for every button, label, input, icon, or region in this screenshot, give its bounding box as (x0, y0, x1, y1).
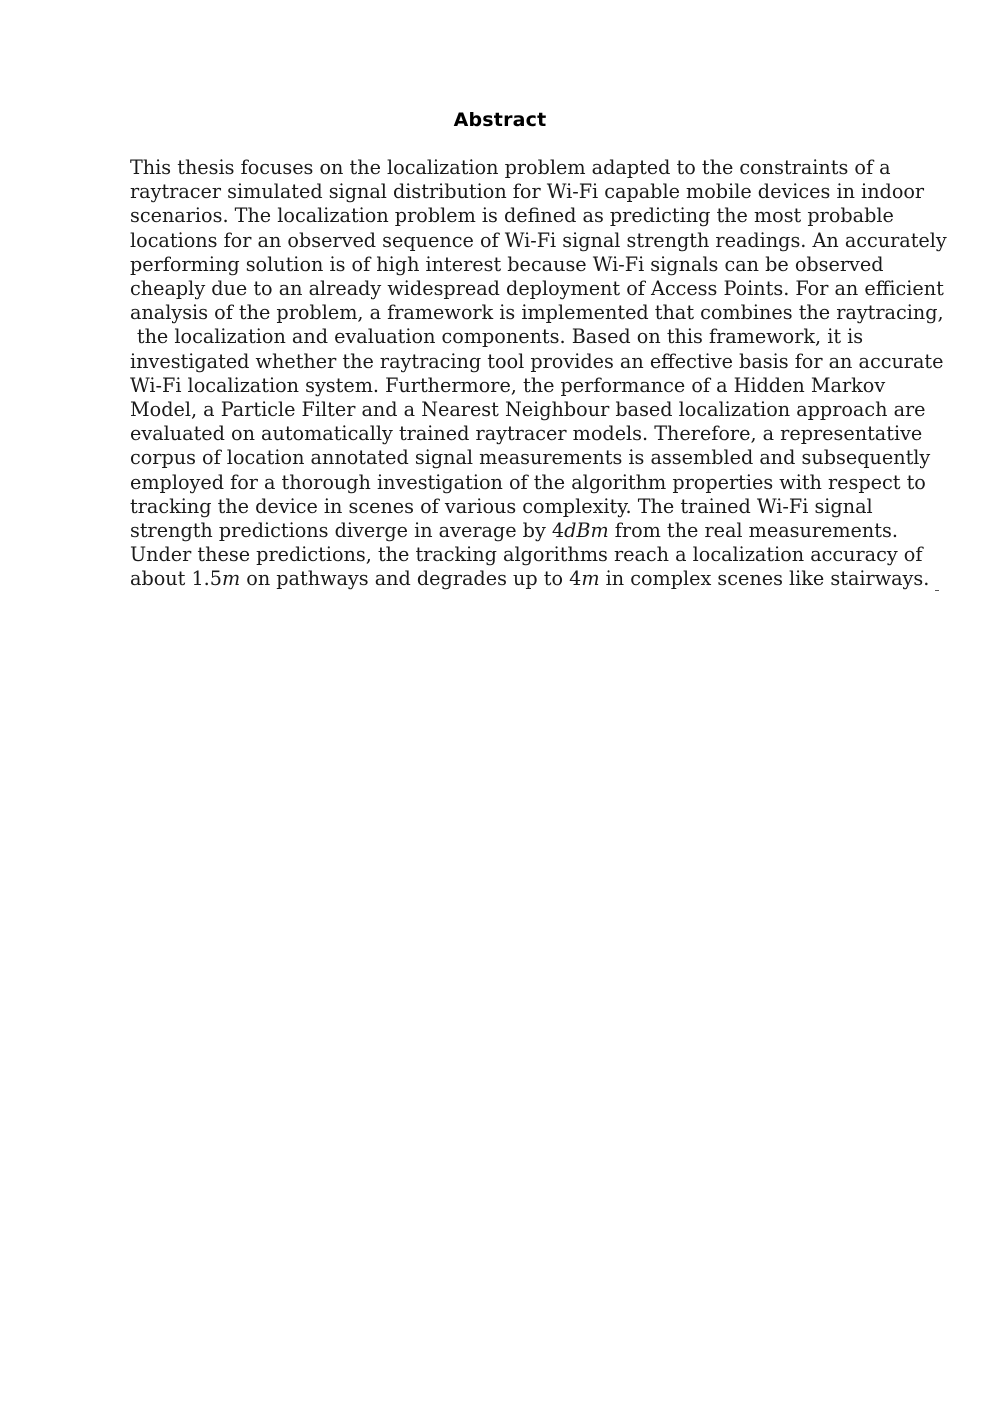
abstract-line: This thesis focuses on the localization problem adapted to the constraints of a (130, 156, 891, 179)
abstract-line: scenarios. The localization problem is defined as predicting the most probable (130, 204, 894, 228)
line-text: strength predictions diverge in average by (130, 519, 552, 543)
abstract-body (130, 156, 947, 592)
abstract-heading: Abstract (453, 109, 547, 131)
abstract-line: employed for a thorough investigation of the algorithm properties with respect to (130, 470, 926, 494)
abstract-line: locations for an observed sequence of Wi-Fi signal strength readings. An accurately (130, 228, 947, 252)
abstract-line (130, 519, 898, 543)
abstract-line: Wi-Fi localization system. Furthermore, the performance of a Hidden Markov (130, 373, 886, 397)
abstract-line: tracking the device in scenes of various complexity. The trained Wi-Fi signal (130, 494, 873, 518)
line-text: from the real measurements. (608, 519, 898, 543)
abstract-line: raytracer simulated signal distribution for Wi-Fi capable mobile devices in indoor (130, 180, 925, 204)
abstract-line: investigated whether the raytracing tool provides an effective basis for an accurate (130, 349, 944, 373)
math-unit: m (221, 567, 241, 591)
line-text: about (130, 567, 192, 591)
abstract-line: cheaply due to an already widespread deployment of Access Points. For an efficient (130, 277, 944, 301)
math-number: 4 (551, 519, 565, 543)
abstract-line: evaluated on automatically trained raytracer models. Therefore, a representative (130, 422, 923, 446)
line-text: on pathways and degrades up to (240, 567, 570, 591)
math-unit: dBm (564, 519, 609, 543)
line-text: in complex scenes like stairways. (599, 567, 930, 591)
abstract-line: analysis of the problem, a framework is implemented that combines the raytracing, (130, 301, 944, 325)
abstract-line: performing solution is of high interest because Wi-Fi signals can be observed (130, 252, 884, 276)
abstract-line (130, 567, 930, 591)
abstract-line: corpus of location annotated signal measurements is assembled and subsequently (130, 446, 931, 470)
abstract-line: Under these predictions, the tracking algorithms reach a localization accuracy of (130, 543, 923, 567)
math-unit: m (581, 567, 600, 591)
stray-mark (935, 590, 939, 591)
abstract-line: the localization and evaluation components. Based on this framework, it is (136, 325, 864, 349)
math-number: 4 (569, 567, 582, 591)
abstract-line: Model, a Particle Filter and a Nearest Neighbour based localization approach are (130, 398, 926, 422)
math-number: 1.5 (191, 567, 222, 591)
